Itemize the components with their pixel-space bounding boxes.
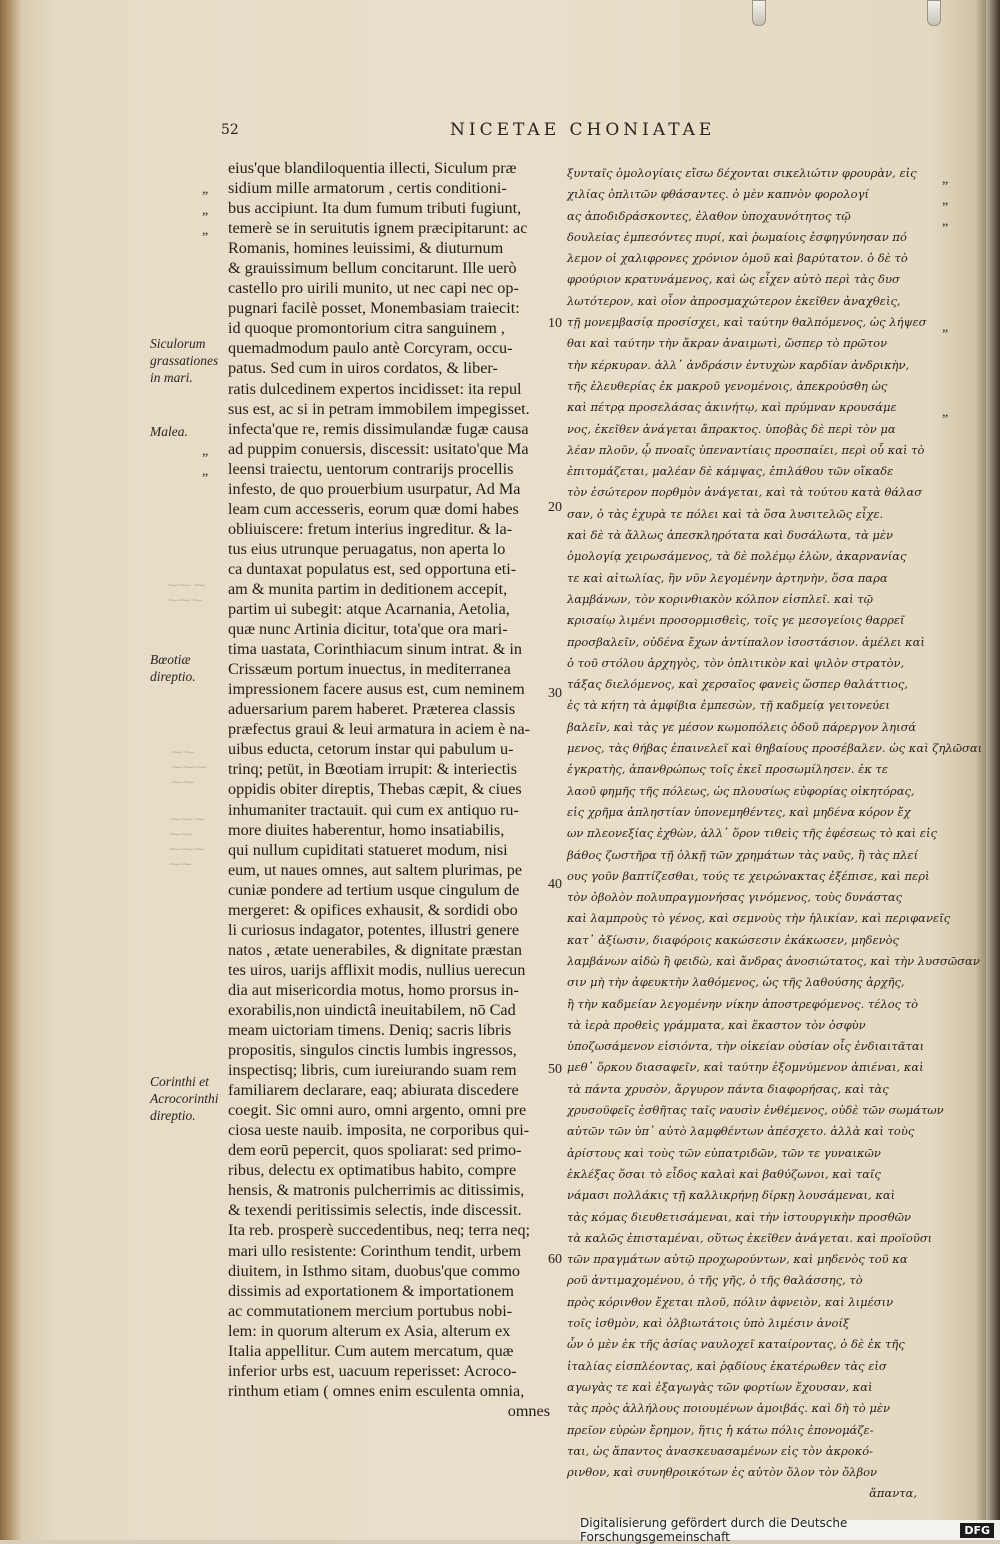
bleed-through-mark: ⁓⁓ ⁓ ⁓⁓⁓ xyxy=(166,578,205,607)
dfg-logo: DFG xyxy=(960,1523,994,1538)
greek-text-line: ὁμολογίᾳ χειρωσάμενος, τὰ δὲ πολέμῳ ἑλὼν, ἀκαρνανίας xyxy=(567,549,907,564)
page-clip-left xyxy=(752,0,766,26)
greek-text-line: τὰ καλῶς ἐπισταμέναι, οὕτως ἐκεῖθεν ἀνάγεται. καὶ προϊοῦσι xyxy=(567,1230,933,1245)
latin-text-line: meam uictoriam timens. Deniq; sacris libris xyxy=(228,1021,512,1040)
latin-text-line: temerè se in seruitutis ignem præcipitarunt: ac xyxy=(228,219,528,238)
greek-text-line: καὶ πέτρᾳ προσελάσας ἀκινήτῳ, καὶ πρύμναν κρουσάμε xyxy=(567,400,897,415)
greek-text-line: ἰταλίας εἰσπλέοντας, καὶ ῥᾳδίους ἑκατέρωθεν τὰς εἰσ xyxy=(567,1358,887,1373)
line-number: 30 xyxy=(548,686,562,701)
greek-text-line: ἐς τὰ κήτη τὰ ἀμφίβια ἐμπεσὼν, τῇ καδμείᾳ γειτονεύει xyxy=(567,698,890,713)
greek-text-line: ἢ τὴν καδμείαν λεγομένην νίκην ἀποστρεφόμενος. τέλος τὸ xyxy=(567,996,919,1011)
greek-text-line: καὶ λαμπροὺς τὸ γένος, καὶ σεμνοὺς τὴν ἡλικίαν, καὶ περιφανεῖς xyxy=(567,911,951,926)
latin-text-line: rinthum etiam ( omnes enim esculenta omnia, xyxy=(228,1381,525,1400)
line-number: 10 xyxy=(548,316,562,331)
greek-text-line: εἰς χρῆμα ἀπληστίαν ὑπονεμηθέντες, καὶ μηδένα κόρον ἔχ xyxy=(567,804,911,819)
latin-text-line: pugnari facilè posset, Monembasiam traiecit: xyxy=(228,299,520,318)
greek-text-line: ὑποζωσάμενον εἰσιόντα, τὴν οἰκείαν οὐσίαν οἷς ἐνδιαιτᾶται xyxy=(567,1039,925,1054)
latin-text-line: partim ui subegit: atque Acarnania, Aetolia, xyxy=(228,600,510,619)
greek-text-line: λωτότερον, καὶ οἷον ἀπροσμαχώτερον ἐκεῖθεν ἀναχθεὶς, xyxy=(567,293,901,308)
greek-text-line: τῆς ἐλευθερίας ἐκ μακροῦ γενομένοις, ἀπεκρούσθη ὡς xyxy=(567,378,888,393)
latin-text-line: præfectus graui & leui armatura in aciem è na- xyxy=(228,720,531,739)
latin-text-line: castello pro uirili munito, ut nec capi nec op- xyxy=(228,279,519,298)
latin-text-line: diuitem, in Isthmo sitam, duobus'que commo xyxy=(228,1261,521,1280)
greek-text-line: λαμβάνων, τὸν κορινθιακὸν κόλπον εἰσπλεῖ. καὶ τῷ xyxy=(567,591,874,606)
latin-text-line: oppidis obiter direptis, Thebas cæpit, & ciues xyxy=(228,780,522,799)
greek-text-line: μενος, τὰς θήβας ἐπαινελεῖ καὶ θηβαίους προσέβαλεν. ὡς καὶ ζηλῶσαι xyxy=(567,741,983,756)
greek-text-line: ὁ τοῦ στόλου ἀρχηγὸς, τὸν ὁπλιτικὸν καὶ ψιλὸν στρατὸν, xyxy=(567,655,905,670)
running-head: NICETAE CHONIATAE xyxy=(450,120,716,140)
greek-text-line: τῶν πραγμάτων αὐτῷ προχωρούντων, καὶ μηδενὸς τοῦ κα xyxy=(567,1252,908,1267)
quote-mark-right: „ xyxy=(942,193,949,208)
latin-text-line: sidium mille armatorum , certis conditioni- xyxy=(228,179,507,198)
quote-mark-left: „ xyxy=(202,203,209,218)
latin-text-line: qui nullum cupiditati statueret modum, nisi xyxy=(228,840,508,859)
latin-text-line: natos , ætate uenerabiles, & dignitate præstan xyxy=(228,940,522,959)
greek-text-line: καὶ δὲ τὰ ἄλλως ἀπεσκληρότατα καὶ δυσάλωτα, τὰ μὲν xyxy=(567,528,894,543)
latin-text-line: impressionem facere ausus est, cum neminem xyxy=(228,680,525,699)
greek-text-line: νάμασι πολλάκις τῇ καλλικρήνῃ δίρκῃ λουσάμεναι, καὶ xyxy=(567,1188,896,1203)
latin-text-line: Romanis, homines leuissimi, & diuturnum xyxy=(228,239,504,258)
page-edge-shadow xyxy=(986,0,1000,1540)
latin-text-line: dia aut misericordia motus, homo prorsus in- xyxy=(228,980,519,999)
latin-text-line: & texendi peritissimis selectis, inde discessit. xyxy=(228,1201,522,1220)
greek-text-line: σιν μὴ τὴν ἀφευκτὴν λαθόμενος, ὡς τῆς λαθούσης ἀρχῆς, xyxy=(567,975,905,990)
greek-text-line: προσβαλεῖν, οὐδένα ἔχων ἀντίπαλον ἰσοστάσιον. ἀμέλει καὶ xyxy=(567,634,925,649)
greek-text-line: λεμον οἱ χαλιφρονες χρόνιον ὁμοῦ καὶ βαρύτατον. ὁ δὲ τὸ xyxy=(567,251,908,266)
latin-text-line: quemadmodum paulo antè Corcyram, occu- xyxy=(228,339,513,358)
latin-text-line: id quoque promontorium citra sanguinem , xyxy=(228,319,505,338)
line-number: 60 xyxy=(548,1252,562,1267)
greek-text-line: πρεῖον εὑρὼν ἔρημον, ἥτις ἡ κάτω πόλις ἐπονομάζε- xyxy=(567,1422,874,1437)
latin-text-line: infesto, de quo prouerbium usurpatur, Ad Ma xyxy=(228,479,521,498)
latin-text-line: eius'que blandiloquentia illecti, Siculum præ xyxy=(228,159,517,177)
latin-text-line: coegit. Sic omni auro, omni argento, omni pre xyxy=(228,1101,527,1120)
latin-text-line: Crissæum portum inuectus, in mediterranea xyxy=(228,660,511,679)
greek-text-line: ἀρίστους καὶ τοὺς τῶν εὐπατριδῶν, τῶν τε γυναικῶν xyxy=(567,1145,881,1160)
greek-text-line: ξυνταῖς ὁμολογίαις εἴσω δέχονται σικελιώτιν φρουρὰν, εἰς xyxy=(567,166,917,180)
page-header xyxy=(215,120,935,142)
quote-mark-right: „ xyxy=(942,214,949,229)
greek-text-line: ἐκλέξας ὅσαι τὸ εἶδος καλαὶ καὶ βαθύζωνοι, καὶ ταῖς xyxy=(567,1166,881,1181)
latin-text-line: quæ nunc Artinia dicitur, tota'que ora mari- xyxy=(228,620,508,639)
latin-text-line: ribus, delectu ex optimatibus habito, compre xyxy=(228,1161,517,1180)
latin-text-line: ad puppim conuersis, discessit: usitato'que Ma xyxy=(228,439,529,458)
greek-text-line: θαι καὶ ταύτην τὴν ἄκραν ἀναιμωτὶ, ὥσπερ τὸ πρῶτον xyxy=(567,336,888,351)
greek-text-line: βάθος ζωστῆρα τῇ ὁλκῇ τῶν χρημάτων τὰς ναῦς, ἢ τὰς πλεί xyxy=(567,847,919,862)
greek-text-line: φρούριον κρατυνάμενος, καὶ ὡς εἶχεν αὐτὸ περὶ τὰς δυσ xyxy=(567,272,900,287)
greek-text-line: τῇ μονεμβασίᾳ προσίσχει, καὶ ταύτην θαλπόμενος, ὡς λήψεσ xyxy=(567,315,927,330)
quote-mark-left: „ xyxy=(202,464,209,479)
margin-note-malea: Malea. xyxy=(150,424,188,439)
quote-mark-right: „ xyxy=(942,320,949,335)
latin-text-line: trinq; petüt, in Bœotiam irrupit: & interiectis xyxy=(228,760,518,779)
latin-text-line: cuniæ pondere ad tertium usque cingulum de xyxy=(228,880,520,899)
margin-note-siculorum: Siculorum grassationes in mari. xyxy=(150,336,219,385)
greek-text-line: ἅπαντα, xyxy=(869,1486,917,1501)
latin-text-line: & grauissimum bellum concitarunt. Ille uerò xyxy=(228,259,517,278)
latin-text-line: omnes xyxy=(507,1401,550,1420)
latin-text-line: leensi traiectu, uentorum contrarijs procellis xyxy=(228,459,514,478)
greek-text-line: κρισαίῳ λιμένι προσορμισθεὶς, τοῖς γε μεσογείοις θαρρεῖ xyxy=(567,613,905,628)
greek-text-line: τε καὶ αἰτωλίας, ἣν νῦν λεγομένην ἀρτηνὴν, ὅσα παρα xyxy=(567,570,888,585)
line-number: 20 xyxy=(548,500,562,515)
greek-text-line: ους γοῦν βαπτίζεσθαι, τούς τε χειρώνακτας ἐξέπισε, καὶ περὶ xyxy=(567,868,930,883)
latin-text-line: mari ullo resistente: Corinthum tendit, urbem xyxy=(228,1241,522,1260)
latin-text-line: bus accipiunt. Ita dum fumum tributi fugiunt, xyxy=(228,199,522,218)
latin-text-line: patus. Sed cum in uiros cordatos, & liber- xyxy=(228,359,498,378)
page-number: 52 xyxy=(221,122,239,138)
greek-text-line: λαμβάνων αἰδὼ ἢ φειδὼ, καὶ ἄνδρας ἀνοσιώτατος, καὶ τὴν λυσσῶσαν xyxy=(567,953,980,968)
greek-text-line: ων πλεονεξίας ἐχθὼν, ἀλλ᾽ ὅρον τιθεὶς τῆς ἐφέσεως τὸ καὶ εἰς xyxy=(567,826,937,841)
latin-text-line: more diuites haberentur, homo insatiabilis, xyxy=(228,820,505,839)
latin-text-line: ratis dulcedinem expertos incidisset: ita repul xyxy=(228,379,522,398)
page-clip-right xyxy=(927,0,941,26)
greek-text-line: ται, ὡς ἅπαντος ἀνασκευασαμένων εἰς τὸν ἀκροκό- xyxy=(567,1443,874,1458)
latin-text-line: ac commutationem mercium portubus nobi- xyxy=(228,1301,513,1320)
greek-text-line: τὰς κόμας διευθετισάμεναι, καὶ τὴν ἱστουργικὴν προσθῶν xyxy=(567,1209,912,1224)
greek-text-line: ἐπιτομάζεται, μαλέαν δὲ κάμψας, ἐπιλάθου τῶν οἴκαδε xyxy=(567,464,894,479)
greek-text-line: τὴν κέρκυραν. ἀλλ᾽ ἀνδράσιν ἐντυχὼν καρδίαν ἀνδρικὴν, xyxy=(567,357,910,372)
latin-text-line: infecta'que re, remis dissimulandæ fugæ causa xyxy=(228,419,529,438)
latin-text-line: Ita reb. prosperè succedentibus, neq; terra neq; xyxy=(228,1221,531,1240)
latin-text-line: Italia appellitur. Cum autem mercatum, quæ xyxy=(228,1341,514,1360)
line-number: 40 xyxy=(548,877,562,892)
latin-text-line: aduersarium parem haberet. Præterea classis xyxy=(228,700,516,719)
latin-text-line: sus est, ac si in petram immobilem impegisset. xyxy=(228,399,530,418)
quote-mark-left: „ xyxy=(202,223,209,238)
greek-text-line: τὰ πάντα χρυσὸν, ἄργυρον πάντα διαφορήσας, καὶ τὰς xyxy=(567,1081,889,1096)
latin-text-line: ciosa ueste nauib. imposita, ne corporibus qui- xyxy=(228,1121,530,1140)
latin-text-line: inhumaniter tractauit. qui cum ex antiquo ru- xyxy=(228,800,519,819)
digitization-footer xyxy=(580,1516,1000,1544)
greek-text-line: ας ἀποδιδράσκοντες, ἐλαθον ὑποχαυνότητος τῷ xyxy=(567,208,851,223)
greek-text-line: πρὸς κόρινθον ἔχεται πλοῦ, πόλιν ἀφνειὸν, καὶ λιμέσιν xyxy=(567,1294,894,1309)
greek-text-line: χιλίας ὁπλιτῶν φθάσαντες. ὁ μὲν καπνὸν φορολογί xyxy=(567,187,869,202)
margin-note-boeotiae: Bœotiæ direptio. xyxy=(150,652,196,684)
latin-text-line: dissimis ad exportationem & importationem xyxy=(228,1281,514,1300)
greek-text-line: λέαν πλοῦν, ᾧ πνοαῖς ὑπεναντίαις προσπαίει, περὶ οὗ καὶ τὸ xyxy=(567,442,925,457)
greek-text-line: λαοῦ φημῆς τῆς πόλεως, ὡς πλουσίως εὐφορίας οἰκητόρας, xyxy=(567,783,915,798)
greek-text-line: ἐγκρατὴς, ἀπανθρώπως τοῖς ἐκεῖ προσωμίλησεν. ἐκ τε xyxy=(567,762,889,777)
latin-text-line: hensis, & matronis pulcherrimis ac ditissimis, xyxy=(228,1181,525,1200)
greek-text-line: αὐτῶν τῶν ὑπ᾽ αὐτὸ λαμφθέντων ἀπέσχετο. ἀλλὰ καὶ τοὺς xyxy=(567,1124,915,1139)
latin-text-line: lem: in quorum alterum ex Asia, alterum ex xyxy=(228,1321,511,1340)
quote-mark-right: „ xyxy=(942,405,949,420)
greek-text-line: ὧν ὁ μὲν ἐκ τῆς ἀσίας ναυλοχεῖ καταίροντας, ὁ δὲ ἐκ τῆς xyxy=(567,1337,905,1352)
latin-text-line: am & munita partim in deditionem accepit, xyxy=(228,579,508,598)
quote-mark-left: „ xyxy=(202,444,209,459)
latin-text-line: tus eius utrunque peruagatus, non aperta lo xyxy=(228,539,506,558)
latin-text-line: tes uiros, uarijs afflixit modis, nullius uerecun xyxy=(228,960,526,979)
latin-text-line: li curiosus indagator, potentes, illustri genere xyxy=(228,920,520,939)
greek-text-line: μεθ᾽ ὅρκου διασαφεῖν, καὶ ταύτην ἐξομνύμενον ἀπιέναι, καὶ xyxy=(567,1060,924,1075)
latin-text-line: mergeret: & opifices exhausit, & sordidi obo xyxy=(228,900,518,919)
quote-mark-left: „ xyxy=(202,182,209,197)
greek-text-line: τὰς πρὸς ἀλλήλους ποιουμένων ἀμοιβάς. καὶ δὴ τὸ μὲν xyxy=(567,1401,891,1416)
greek-text-line: νος, ἐκεῖθεν ἀνάγεται ἄπρακτος. ὑποβὰς δὲ περὶ τὸν μα xyxy=(567,421,896,436)
greek-text-line: σαν, ὁ τὰς ἐχυρὰ τε πόλει καὶ τὰ ὅσα λυσιτελῶς εἶχε. xyxy=(567,506,884,521)
margin-note-corinthi: Corinthi et Acrocorinthi direptio. xyxy=(150,1074,219,1123)
latin-text-line: eum, ut naues omnes, aut saltem plurimas, pe xyxy=(228,860,523,879)
bleed-through-mark: ⁓⁓ ⁓⁓⁓ ⁓⁓ xyxy=(170,745,206,789)
latin-text-line: familiarem declarare, eaq; abiurata discedere xyxy=(228,1081,519,1100)
latin-text-line: uibus educta, cetorum instar qui pabulum u- xyxy=(228,740,514,759)
latin-text-line: ca duntaxat populatus est, sed opportuna eti- xyxy=(228,559,517,578)
greek-text-line: τὸν ἐσώτερον πορθμὸν ἀνάγεται, καὶ τὰ τούτου κατὰ θάλασ xyxy=(567,485,923,500)
bleed-through-mark: ⁓⁓⁓ ⁓⁓ ⁓⁓⁓ ⁓⁓ xyxy=(168,812,204,871)
greek-text-line: χρυσοϋφεῖς ἐσθῆτας ταῖς ναυσὶν ἐνθέμενος, οὐδὲ τῶν σωμάτων xyxy=(567,1103,944,1118)
quote-mark-right: „ xyxy=(942,172,949,187)
latin-text-line: inferior urbs est, uacuum reperisset: Acroco- xyxy=(228,1361,517,1380)
greek-text-line: τὰ ἱερὰ προθεὶς γράμματα, καὶ ἕκαστον τὸν ὀσφὺν xyxy=(567,1017,866,1032)
footer-text: Digitalisierung gefördert durch die Deutsche Forschungsgemeinschaft xyxy=(580,1516,848,1544)
greek-text-line: τὸν ὀβολὸν πολυπραγμονήσας γινόμενος, τοὺς δυνάστας xyxy=(567,890,903,905)
greek-text-column xyxy=(567,163,983,1505)
greek-text-line: βαλεῖν, καὶ τὰς γε μέσον κωμοπόλεις ὁδοῦ πάρεργον ληισά xyxy=(567,719,917,734)
latin-text-line: dem eorū pepercit, quos spoliarat: sed primo- xyxy=(228,1141,522,1160)
greek-text-line: ροῦ ἀντιμαχομένου, ὁ τῆς γῆς, ὁ τῆς θαλάσσης, τὸ xyxy=(567,1273,863,1288)
greek-text-line: ρινθον, καὶ συνηθροικότων ἐς αὐτὸν ὅλον τὸν ὄλβον xyxy=(567,1465,878,1480)
latin-text-line: inspectisq; libris, cum iureiurando suam rem xyxy=(228,1061,517,1080)
latin-text-line: propositis, singulos cinctis lumbis ingressos, xyxy=(228,1041,517,1060)
line-number: 50 xyxy=(548,1062,562,1077)
greek-text-line: δουλείας ἐμπεσόντες πυρί, καὶ ῥωμαίοις ἐσφηγύνησαν πό xyxy=(567,229,907,244)
latin-text-column xyxy=(228,158,550,1421)
latin-text-line: obliuiscere: fretum interius ingreditur. & la- xyxy=(228,519,513,538)
greek-text-line: τοῖς ἰσθμὸν, καὶ ὀλβιωτάτοις ὑπὸ λιμέσιν ἀνοίξ xyxy=(567,1316,850,1331)
greek-text-line: αγωγὰς τε καὶ ἐξαγωγὰς τῶν φορτίων ἔχουσαν, καὶ xyxy=(567,1379,873,1394)
latin-text-line: exorabilis,non uindictâ ineuitabilem, nō Cad xyxy=(228,1000,516,1019)
latin-text-line: tima uastata, Corinthiacum sinum intrat. & in xyxy=(228,640,523,659)
latin-text-line: leam cum accesseris, eorum quæ domi habes xyxy=(228,499,519,518)
greek-text-line: κατ᾽ ἀξίωσιν, διαφόροις κακώσεσιν ἐκάκωσεν, μηδενὸς xyxy=(567,932,899,947)
greek-text-line: τάξας διελόμενος, καὶ χερσαῖος φανεὶς ὥσπερ θαλάττιος, xyxy=(567,677,908,692)
